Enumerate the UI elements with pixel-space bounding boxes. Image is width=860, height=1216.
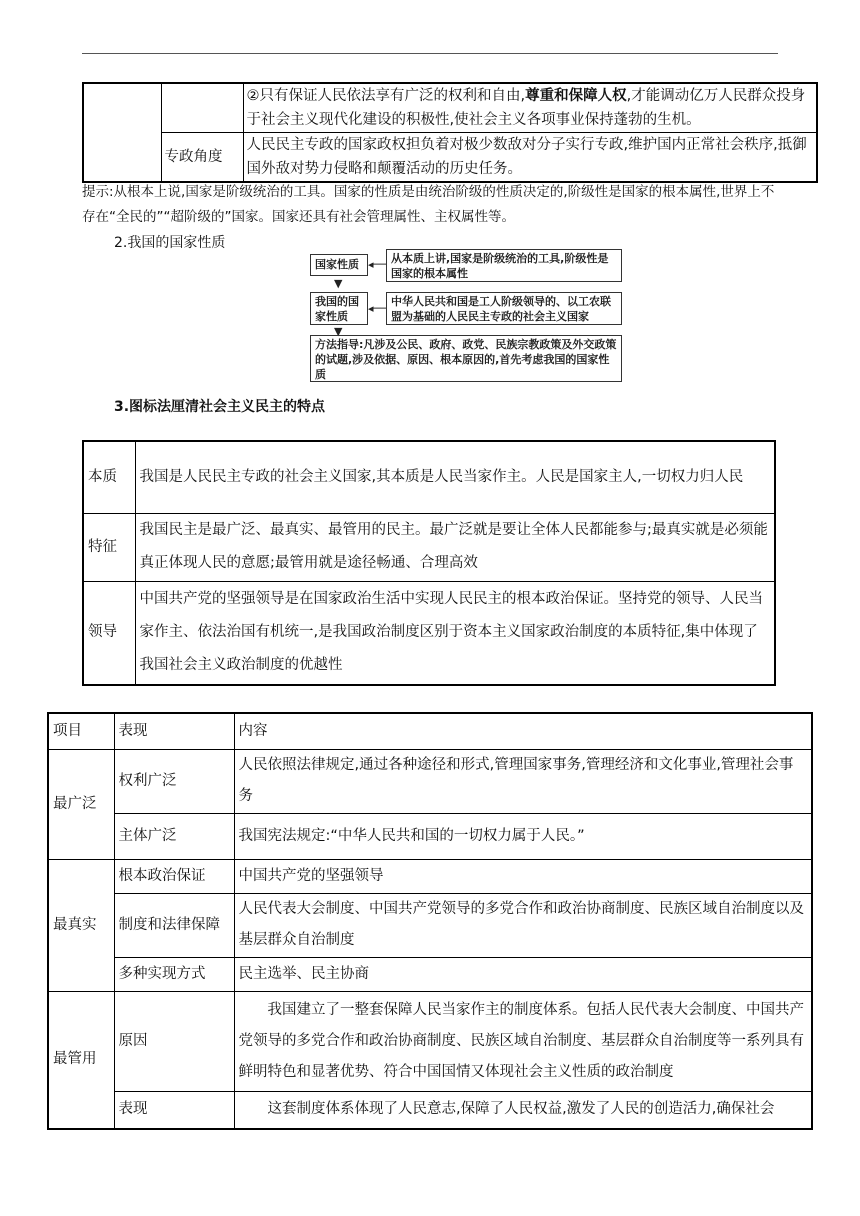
row-label: 权利广泛 xyxy=(114,749,234,813)
diagram-box-method: 方法指导:凡涉及公民、政府、政党、民族宗教政策及外交政策的试题,涉及依据、原因、根本原因的,首先考虑我国的国家性质 xyxy=(310,335,622,382)
cell-text: 中国共产党的坚强领导 xyxy=(234,859,812,893)
column-header: 项目 xyxy=(48,713,114,749)
table-democracy-dictatorship xyxy=(82,82,818,183)
column-header: 表现 xyxy=(114,713,234,749)
diagram-box-desc1: 从本质上讲,国家是阶级统治的工具,阶级性是国家的根本属性 xyxy=(386,249,622,282)
table-democracy-features xyxy=(82,440,776,686)
cell-text: 人民民主专政的国家政权担负着对极少数敌对分子实行专政,维护国内正常社会秩序,抵御国外敌对势力侵略和颠覆活动的历史任务。 xyxy=(243,133,817,183)
arrow-right-icon: ◂── xyxy=(368,258,387,271)
table-row xyxy=(83,133,817,183)
hint-paragraph: 提示:从根本上说,国家是阶级统治的工具。国家的性质是由统治阶级的性质决定的,阶级性是国家的根本属性,世界上不存在“全民的”“超阶级的”国家。国家还具有社会管理属性、主权属性等。 xyxy=(82,184,775,225)
table-row xyxy=(48,893,812,957)
table-democracy-details xyxy=(47,712,813,1130)
row-label: 原因 xyxy=(114,991,234,1091)
cell-text: 人民依照法律规定,通过各种途径和形式,管理国家事务,管理经济和文化事业,管理社会事务 xyxy=(234,749,812,813)
table-row xyxy=(48,1091,812,1129)
table-row xyxy=(48,991,812,1091)
cell-bold-text: 尊重和保障人权 xyxy=(525,88,627,104)
cell-text: 人民代表大会制度、中国共产党领导的多党合作和政治协商制度、民族区域自治制度以及基层群众自治制度 xyxy=(234,893,812,957)
table-cell xyxy=(83,83,161,182)
row-label: 根本政治保证 xyxy=(114,859,234,893)
row-label: 领导 xyxy=(83,581,135,685)
diagram-box-our-state-nature: 我国的国家性质 xyxy=(310,292,368,325)
cell-text: 这套制度体系体现了人民意志,保障了人民权益,激发了人民的创造活力,确保社会 xyxy=(234,1091,812,1129)
table-row xyxy=(83,83,817,133)
row-label: 特征 xyxy=(83,513,135,581)
table-row xyxy=(48,859,812,893)
table-row xyxy=(83,581,775,685)
section-title: 2.我国的国家性质 xyxy=(114,235,226,251)
row-label: 多种实现方式 xyxy=(114,957,234,991)
cell-text: ,才能调动亿万人民群众投身于社会主义现代化建设的积极性,使社会主义各项事业保持蓬勃的生机。 xyxy=(246,88,806,128)
row-label: 主体广泛 xyxy=(114,813,234,859)
diagram-box-desc2: 中华人民共和国是工人阶级领导的、以工农联盟为基础的人民民主专政的社会主义国家 xyxy=(386,292,622,325)
cell-text: 我国民主是最广泛、最真实、最管用的民主。最广泛就是要让全体人民都能参与;最真实就是必须能真正体现人民的意愿;最管用就是途径畅通、合理高效 xyxy=(135,513,775,581)
arrow-right-icon: ◂── xyxy=(368,302,387,315)
cell-text: 民主选举、民主协商 xyxy=(234,957,812,991)
column-header: 内容 xyxy=(234,713,812,749)
state-nature-diagram xyxy=(310,246,622,382)
arrow-down-icon: ▼ xyxy=(334,277,343,290)
cell-text: ②只有保证人民依法享有广泛的权利和自由, xyxy=(246,88,526,104)
row-label: 表现 xyxy=(114,1091,234,1129)
table-cell xyxy=(161,83,243,133)
table-row xyxy=(83,513,775,581)
cell-text: 我国宪法规定:“中华人民共和国的一切权力属于人民。” xyxy=(234,813,812,859)
arrow-down-icon: ▼ xyxy=(334,325,343,338)
row-label: 制度和法律保障 xyxy=(114,893,234,957)
table-row xyxy=(48,813,812,859)
cell-text: 我国是人民民主专政的社会主义国家,其本质是人民当家作主。人民是国家主人,一切权力归人民 xyxy=(135,441,775,513)
row-label: 本质 xyxy=(83,441,135,513)
header-rule xyxy=(82,53,778,54)
row-label: 专政角度 xyxy=(161,133,243,183)
table-row xyxy=(83,441,775,513)
group-label: 最真实 xyxy=(48,859,114,991)
diagram-box-state-nature: 国家性质 xyxy=(310,254,368,276)
cell-text: 中国共产党的坚强领导是在国家政治生活中实现人民民主的根本政治保证。坚持党的领导、人民当家作主、依法治国有机统一,是我国政治制度区别于资本主义国家政治制度的本质特征,集中体现了我国社会主义政治制度的优越性 xyxy=(135,581,775,685)
section-title: 3.图标法厘清社会主义民主的特点 xyxy=(114,399,326,415)
group-label: 最广泛 xyxy=(48,749,114,859)
group-label: 最管用 xyxy=(48,991,114,1129)
table-header-row xyxy=(48,713,812,749)
table-row xyxy=(48,749,812,813)
table-row xyxy=(48,957,812,991)
table-cell xyxy=(243,83,817,133)
cell-text: 我国建立了一整套保障人民当家作主的制度体系。包括人民代表大会制度、中国共产党领导的多党合作和政治协商制度、民族区域自治制度、基层群众自治制度等一系列具有鲜明特色和显著优势、符合中国国情又体现社会主义性质的政治制度 xyxy=(234,991,812,1091)
